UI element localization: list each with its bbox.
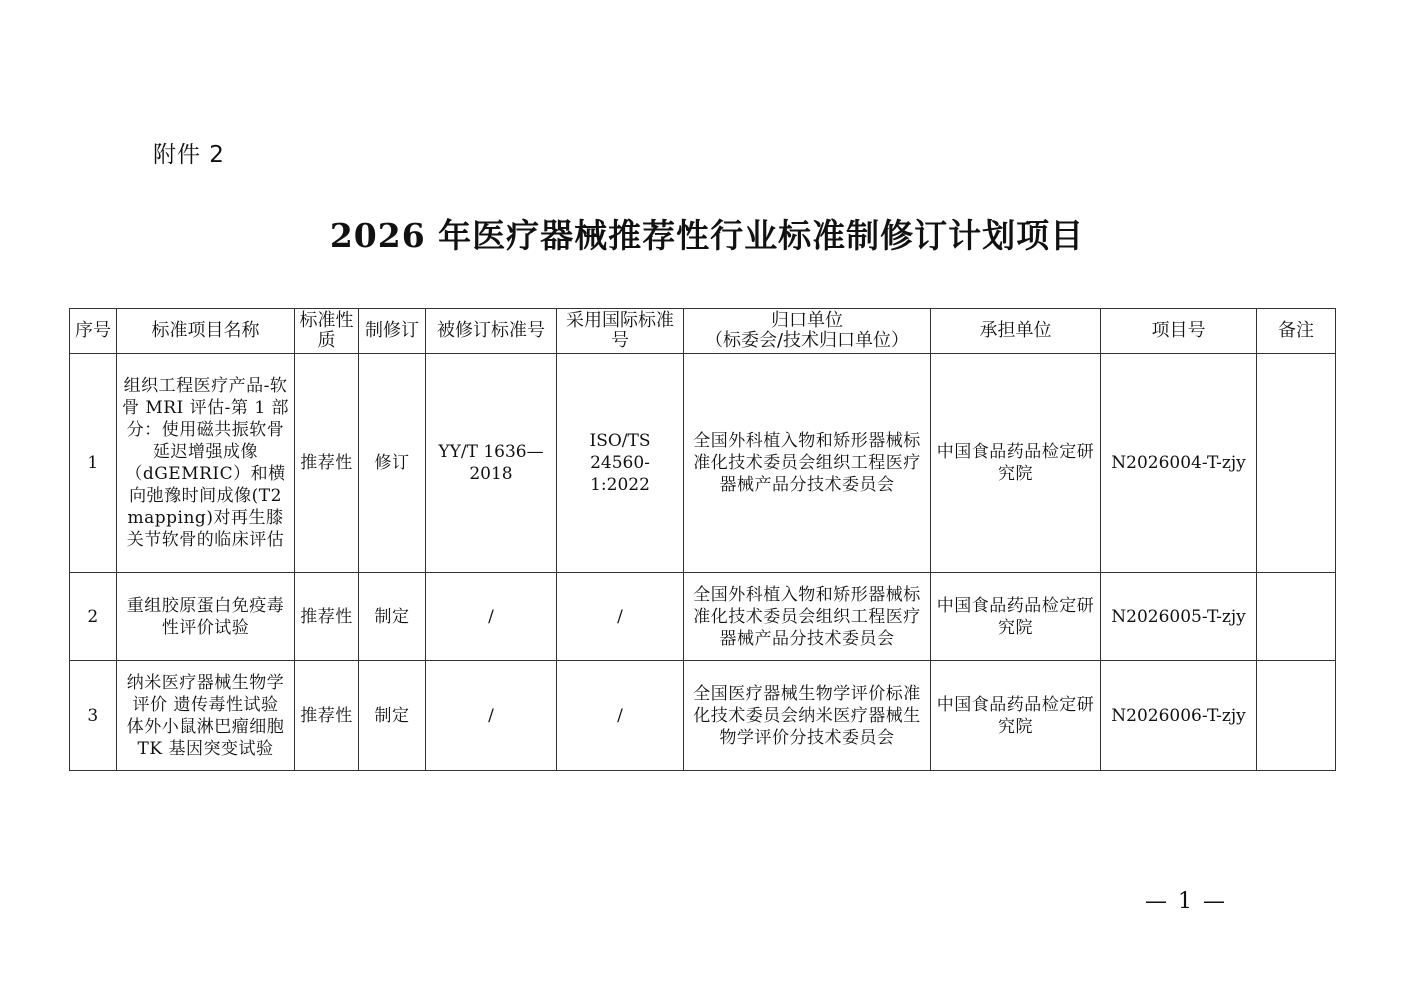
cell-remark xyxy=(1257,661,1336,771)
cell-name: 纳米医疗器械生物学评价 遗传毒性试验 体外小鼠淋巴瘤细胞 TK 基因突变试验 xyxy=(117,661,295,771)
table-row xyxy=(70,573,1336,661)
standards-plan-table xyxy=(69,308,1336,771)
cell-tc: 全国外科植入物和矫形器械标准化技术委员会组织工程医疗器械产品分技术委员会 xyxy=(684,354,931,573)
cell-nature: 推荐性 xyxy=(295,354,359,573)
cell-intl-std: / xyxy=(557,661,684,771)
cell-nature: 推荐性 xyxy=(295,661,359,771)
cell-project-no: N2026006-T-zjy xyxy=(1101,661,1257,771)
cell-remark xyxy=(1257,573,1336,661)
cell-tc: 全国医疗器械生物学评价标准化技术委员会纳米医疗器械生物学评价分技术委员会 xyxy=(684,661,931,771)
cell-intl-std: / xyxy=(557,573,684,661)
page-number: — 1 — xyxy=(1145,889,1227,914)
cell-revise: 修订 xyxy=(359,354,426,573)
header-revised-std: 被修订标准号 xyxy=(426,309,557,354)
header-tc-line2: （标委会/技术归口单位） xyxy=(704,330,910,351)
cell-nature: 推荐性 xyxy=(295,573,359,661)
cell-project-no: N2026005-T-zjy xyxy=(1101,573,1257,661)
header-seq: 序号 xyxy=(70,309,117,354)
cell-revised-std: / xyxy=(426,573,557,661)
header-intl-std: 采用国际标准号 xyxy=(557,309,684,354)
cell-name: 组织工程医疗产品-软骨 MRI 评估-第 1 部分：使用磁共振软骨延迟增强成像（dGEMRIC）和横向弛豫时间成像(T2 mapping)对再生膝关节软骨的临床评估 xyxy=(117,354,295,573)
cell-revise: 制定 xyxy=(359,573,426,661)
cell-seq: 3 xyxy=(70,661,117,771)
header-project-no: 项目号 xyxy=(1101,309,1257,354)
cell-seq: 1 xyxy=(70,354,117,573)
page-title: 2026 年医疗器械推荐性行业标准制修订计划项目 xyxy=(329,216,1085,255)
header-nature: 标准性质 xyxy=(295,309,359,354)
attachment-label: 附件 2 xyxy=(153,142,225,168)
header-remark: 备注 xyxy=(1257,309,1336,354)
cell-undertaker: 中国食品药品检定研究院 xyxy=(931,661,1101,771)
header-tc-line1: 归口单位 xyxy=(771,310,843,331)
cell-name: 重组胶原蛋白免疫毒性评价试验 xyxy=(117,573,295,661)
cell-intl-std: ISO/TS 24560-1:2022 xyxy=(557,354,684,573)
table-row xyxy=(70,354,1336,573)
header-revise: 制修订 xyxy=(359,309,426,354)
cell-remark xyxy=(1257,354,1336,573)
cell-revised-std: YY/T 1636—2018 xyxy=(426,354,557,573)
cell-tc: 全国外科植入物和矫形器械标准化技术委员会组织工程医疗器械产品分技术委员会 xyxy=(684,573,931,661)
header-name: 标准项目名称 xyxy=(117,309,295,354)
cell-seq: 2 xyxy=(70,573,117,661)
header-undertaker: 承担单位 xyxy=(931,309,1101,354)
cell-revised-std: / xyxy=(426,661,557,771)
table-row xyxy=(70,661,1336,771)
cell-revise: 制定 xyxy=(359,661,426,771)
cell-project-no: N2026004-T-zjy xyxy=(1101,354,1257,573)
table-header-row xyxy=(70,309,1336,354)
cell-undertaker: 中国食品药品检定研究院 xyxy=(931,354,1101,573)
header-tc xyxy=(684,309,931,354)
cell-undertaker: 中国食品药品检定研究院 xyxy=(931,573,1101,661)
